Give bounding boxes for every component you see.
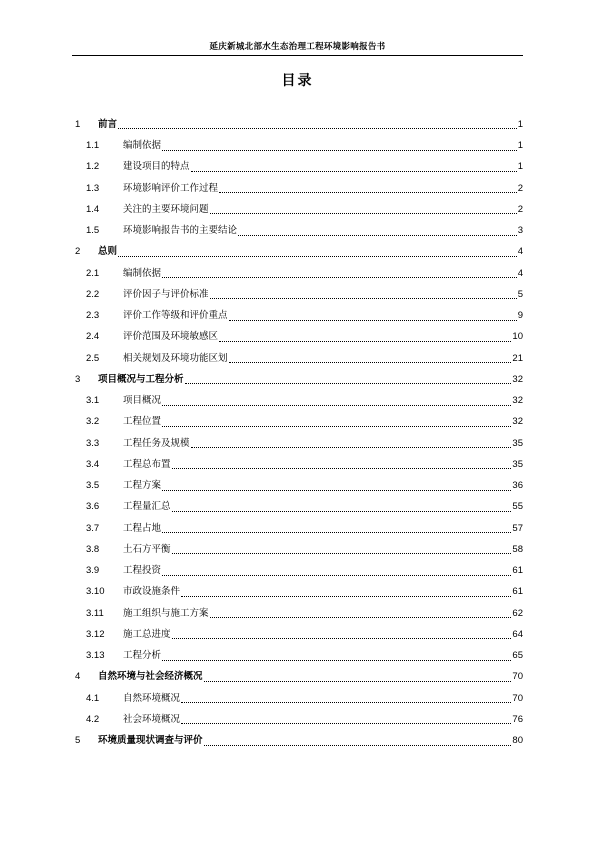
toc-dot-leader bbox=[219, 340, 511, 342]
toc-entry-number: 3.9 bbox=[86, 565, 100, 577]
toc-entry[interactable] bbox=[72, 327, 523, 348]
toc-entry[interactable] bbox=[72, 199, 523, 220]
toc-entry-number: 1.2 bbox=[86, 161, 100, 173]
toc-dot-leader bbox=[229, 361, 512, 363]
toc-entry-title: 市政设施条件 bbox=[123, 586, 181, 598]
toc-entry-number: 3.1 bbox=[86, 395, 100, 407]
toc-entry-number: 3 bbox=[75, 373, 81, 385]
toc-entry-title: 相关规划及环境功能区划 bbox=[123, 352, 228, 364]
toc-entry-title: 关注的主要环境问题 bbox=[123, 203, 209, 215]
toc-entry-page: 10 bbox=[512, 331, 523, 343]
toc-entry-page: 2 bbox=[517, 182, 523, 194]
toc-entry-page: 4 bbox=[517, 267, 523, 279]
toc-entry-page: 32 bbox=[512, 395, 523, 407]
toc-entry-page: 62 bbox=[512, 607, 523, 619]
toc-dot-leader bbox=[229, 319, 517, 321]
toc-entry[interactable] bbox=[72, 497, 523, 518]
toc-entry[interactable] bbox=[72, 242, 523, 263]
toc-entry-title: 工程量汇总 bbox=[123, 501, 171, 513]
toc-dot-leader bbox=[162, 489, 511, 491]
toc-entry-title: 工程占地 bbox=[123, 522, 162, 534]
toc-dot-leader bbox=[191, 446, 512, 448]
toc-entry-title: 工程位置 bbox=[123, 416, 162, 428]
toc-entry-title: 自然环境与社会经济概况 bbox=[98, 671, 203, 683]
toc-dot-leader bbox=[162, 659, 511, 661]
toc-dot-leader bbox=[204, 744, 512, 746]
toc-dot-leader bbox=[162, 276, 517, 278]
toc-dot-leader bbox=[191, 170, 517, 172]
toc-entry-number: 2.2 bbox=[86, 288, 100, 300]
toc-entry-number: 3.8 bbox=[86, 543, 100, 555]
toc-entry-title: 项目概况与工程分析 bbox=[98, 373, 184, 385]
toc-entry-page: 1 bbox=[517, 140, 523, 152]
toc-dot-leader bbox=[162, 574, 511, 576]
toc-entry[interactable] bbox=[72, 220, 523, 241]
toc-entry-title: 自然环境概况 bbox=[123, 692, 181, 704]
toc-entry-page: 32 bbox=[512, 373, 523, 385]
header-divider bbox=[72, 55, 523, 56]
toc-dot-leader bbox=[219, 191, 517, 193]
toc-entry[interactable] bbox=[72, 157, 523, 178]
toc-entry-title: 工程任务及规模 bbox=[123, 437, 190, 449]
toc-entry-number: 3.13 bbox=[86, 650, 105, 662]
toc-entry[interactable] bbox=[72, 284, 523, 305]
toc-entry-number: 5 bbox=[75, 735, 81, 747]
toc-entry-title: 环境质量现状调查与评价 bbox=[98, 735, 203, 747]
toc-entry-page: 4 bbox=[517, 246, 523, 258]
toc-entry-page: 1 bbox=[517, 118, 523, 130]
toc-entry-number: 2.5 bbox=[86, 352, 100, 364]
toc-entry-page: 36 bbox=[512, 480, 523, 492]
toc-entry[interactable] bbox=[72, 688, 523, 709]
toc-entry[interactable] bbox=[72, 369, 523, 390]
toc-dot-leader bbox=[118, 255, 517, 257]
toc-entry[interactable] bbox=[72, 667, 523, 688]
toc-entry-title: 编制依据 bbox=[123, 267, 162, 279]
toc-dot-leader bbox=[204, 680, 512, 682]
toc-entry-number: 3.6 bbox=[86, 501, 100, 513]
toc-entry-title: 环境影响报告书的主要结论 bbox=[123, 225, 238, 237]
toc-entry-number: 1.1 bbox=[86, 140, 100, 152]
toc-entry-page: 80 bbox=[512, 735, 523, 747]
toc-entry-number: 3.4 bbox=[86, 458, 100, 470]
toc-entry-number: 1 bbox=[75, 118, 81, 130]
toc-entry-page: 2 bbox=[517, 203, 523, 215]
toc-entry-title: 建设项目的特点 bbox=[123, 161, 190, 173]
toc-dot-leader bbox=[181, 595, 511, 597]
toc-entry-page: 76 bbox=[512, 713, 523, 725]
toc-entry-title: 工程分析 bbox=[123, 650, 162, 662]
toc-dot-leader bbox=[162, 531, 511, 533]
toc-entry-number: 3.7 bbox=[86, 522, 100, 534]
toc-entry-number: 3.5 bbox=[86, 480, 100, 492]
toc-entry-number: 1.3 bbox=[86, 182, 100, 194]
toc-entry[interactable] bbox=[72, 348, 523, 369]
toc-entry-page: 35 bbox=[512, 458, 523, 470]
toc-dot-leader bbox=[210, 297, 517, 299]
toc-entry-page: 58 bbox=[512, 543, 523, 555]
toc-entry-number: 2 bbox=[75, 246, 81, 258]
toc-entry-title: 环境影响评价工作过程 bbox=[123, 182, 219, 194]
toc-entry[interactable] bbox=[72, 412, 523, 433]
toc-entry-title: 评价工作等级和评价重点 bbox=[123, 310, 228, 322]
toc-entry-number: 3.10 bbox=[86, 586, 105, 598]
toc-entry[interactable] bbox=[72, 135, 523, 156]
toc-dot-leader bbox=[181, 722, 511, 724]
toc-entry-page: 35 bbox=[512, 437, 523, 449]
toc-entry-number: 1.4 bbox=[86, 203, 100, 215]
toc-entry-title: 评价因子与评价标准 bbox=[123, 288, 209, 300]
toc-entry-title: 工程投资 bbox=[123, 565, 162, 577]
toc-entry[interactable] bbox=[72, 114, 523, 135]
toc-entry[interactable] bbox=[72, 454, 523, 475]
toc-entry-page: 64 bbox=[512, 628, 523, 640]
toc-entry-title: 总则 bbox=[98, 246, 118, 258]
toc-entry-page: 57 bbox=[512, 522, 523, 534]
toc-entry-title: 前言 bbox=[98, 118, 118, 130]
toc-entry-title: 工程方案 bbox=[123, 480, 162, 492]
toc-entry-page: 61 bbox=[512, 586, 523, 598]
toc-heading: 目录 bbox=[281, 73, 314, 89]
toc-entry[interactable] bbox=[72, 178, 523, 199]
toc-entry-number: 1.5 bbox=[86, 225, 100, 237]
toc-entry-page: 21 bbox=[512, 352, 523, 364]
toc-entry-number: 3.3 bbox=[86, 437, 100, 449]
toc-entry-title: 工程总布置 bbox=[123, 458, 171, 470]
toc-dot-leader bbox=[185, 382, 512, 384]
toc-entry[interactable] bbox=[72, 539, 523, 560]
toc-entry[interactable] bbox=[72, 518, 523, 539]
toc-dot-leader bbox=[172, 637, 512, 639]
toc-entry-page: 55 bbox=[512, 501, 523, 513]
toc-dot-leader bbox=[210, 212, 517, 214]
toc-dot-leader bbox=[172, 510, 512, 512]
toc-dot-leader bbox=[172, 467, 512, 469]
toc-dot-leader bbox=[172, 552, 512, 554]
toc-entry-title: 项目概况 bbox=[123, 395, 162, 407]
toc-entry-page: 32 bbox=[512, 416, 523, 428]
toc-entry-page: 9 bbox=[517, 310, 523, 322]
toc-entry[interactable] bbox=[72, 603, 523, 624]
toc-entry[interactable] bbox=[72, 624, 523, 645]
toc-entry-page: 70 bbox=[512, 671, 523, 683]
toc-entry-page: 65 bbox=[512, 650, 523, 662]
toc-entry[interactable] bbox=[72, 582, 523, 603]
toc-entry-number: 4.2 bbox=[86, 713, 100, 725]
toc-entry-number: 2.1 bbox=[86, 267, 100, 279]
toc-entry-number: 3.2 bbox=[86, 416, 100, 428]
toc-entry-number: 4.1 bbox=[86, 692, 100, 704]
toc-dot-leader bbox=[181, 701, 511, 703]
toc-entry-title: 编制依据 bbox=[123, 140, 162, 152]
toc-entry[interactable] bbox=[72, 433, 523, 454]
toc-entry-title: 社会环境概况 bbox=[123, 713, 181, 725]
toc-dot-leader bbox=[162, 149, 517, 151]
toc-dot-leader bbox=[118, 127, 517, 129]
toc-dot-leader bbox=[162, 425, 511, 427]
toc-entry[interactable] bbox=[72, 263, 523, 284]
toc-entry-title: 施工总进度 bbox=[123, 628, 171, 640]
toc-entry-title: 评价范围及环境敏感区 bbox=[123, 331, 219, 343]
toc-entry-page: 70 bbox=[512, 692, 523, 704]
toc-entry-number: 2.4 bbox=[86, 331, 100, 343]
toc-entry-number: 3.11 bbox=[86, 607, 104, 619]
toc-dot-leader bbox=[238, 234, 517, 236]
toc-entry[interactable] bbox=[72, 475, 523, 496]
toc-entry-number: 2.3 bbox=[86, 310, 100, 322]
toc-entry-page: 1 bbox=[517, 161, 523, 173]
toc-entry[interactable] bbox=[72, 709, 523, 730]
toc-dot-leader bbox=[162, 404, 511, 406]
toc-dot-leader bbox=[210, 616, 512, 618]
toc-entry[interactable] bbox=[72, 305, 523, 326]
toc-entry-title: 施工组织与施工方案 bbox=[123, 607, 209, 619]
toc-entry-number: 3.12 bbox=[86, 628, 105, 640]
toc-entry[interactable] bbox=[72, 560, 523, 581]
toc-entry[interactable] bbox=[72, 730, 523, 751]
toc-entry-title: 土石方平衡 bbox=[123, 543, 171, 555]
toc-entry-page: 3 bbox=[517, 225, 523, 237]
toc-entry[interactable] bbox=[72, 390, 523, 411]
toc-entry-page: 5 bbox=[517, 288, 523, 300]
table-of-contents bbox=[72, 114, 523, 752]
running-header: 延庆新城北部水生态治理工程环境影响报告书 bbox=[209, 42, 386, 52]
toc-entry[interactable] bbox=[72, 645, 523, 666]
toc-entry-number: 4 bbox=[75, 671, 81, 683]
toc-entry-page: 61 bbox=[512, 565, 523, 577]
